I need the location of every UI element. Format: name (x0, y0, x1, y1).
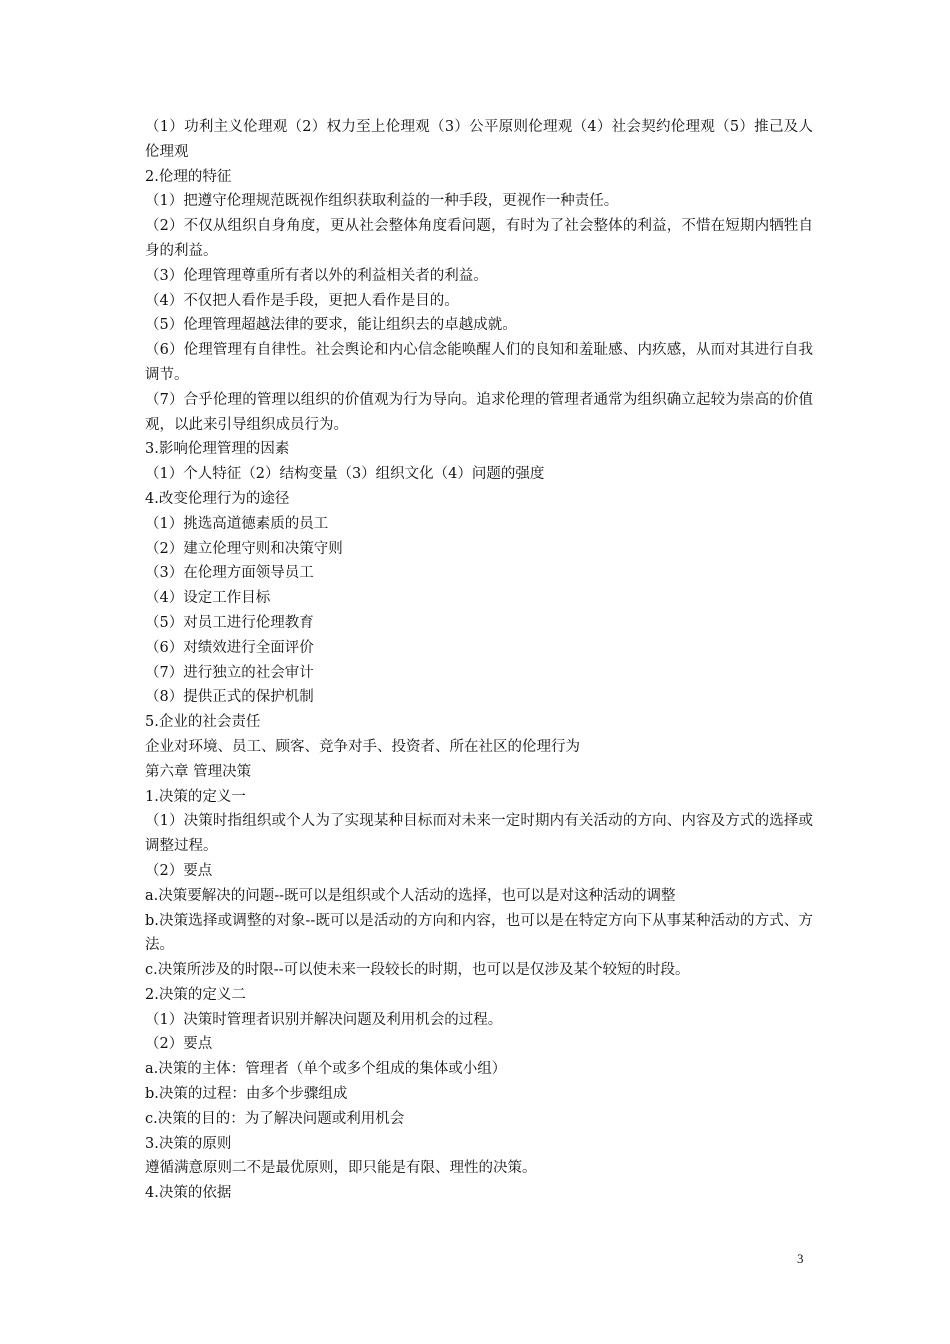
list-item: （1）把遵守伦理规范既视作组织获取利益的一种手段，更视作一种责任。 (145, 193, 619, 210)
paragraph: 遵循满意原则二不是最优原则，即只能是有限、理性的决策。 (145, 1160, 537, 1177)
list-item: （8）提供正式的保护机制 (145, 689, 314, 706)
paragraph-ethics-views-list: （1）功利主义伦理观（2）权力至上伦理观（3）公平原则伦理观（4）社会契约伦理观（5）推己及人伦理观 (145, 119, 813, 160)
list-item: b.决策选择或调整的对象--既可以是活动的方向和内容，也可以是在特定方向下从事某种活动的方式、方法。 (145, 912, 813, 954)
list-item: （4）不仅把人看作是手段，更把人看作是目的。 (145, 292, 459, 309)
heading-ethics-features: 2.伦理的特征 (145, 168, 232, 185)
list-item: b.决策的过程：由多个步骤组成 (145, 1086, 348, 1103)
list-item: （6）伦理管理有自律性。社会舆论和内心信念能唤醒人们的良知和羞耻感、内疚感，从而对其进行自我调节。 (145, 342, 813, 383)
list-item: （1）个人特征（2）结构变量（3）组织文化（4）问题的强度 (145, 466, 545, 483)
chapter-title: 第六章 管理决策 (145, 763, 252, 780)
list-item: （1）决策时指组织或个人为了实现某种目标而对未来一定时期内有关活动的方向、内容及方式的选择或调整过程。 (145, 813, 813, 855)
list-item: （6）对绩效进行全面评价 (145, 639, 314, 656)
paragraph: 企业对环境、员工、顾客、竞争对手、投资者、所在社区的伦理行为 (145, 738, 580, 755)
list-item: （2）不仅从组织自身角度，更从社会整体角度看问题，有时为了社会整体的利益，不惜在短期内牺牲自身的利益。 (145, 218, 813, 259)
heading-change-ethics: 4.改变伦理行为的途径 (145, 490, 290, 507)
list-item: （4）设定工作目标 (145, 590, 271, 607)
list-item: （1）决策时管理者识别并解决问题及利用机会的过程。 (145, 1011, 503, 1028)
list-item: a.决策的主体：管理者（单个或多个组成的集体或小组） (145, 1061, 507, 1078)
list-item: （1）挑选高道德素质的员工 (145, 515, 329, 532)
heading-decision-definition-2: 2.决策的定义二 (145, 986, 246, 1003)
page-number: 3 (797, 1251, 804, 1266)
list-item: （5）伦理管理超越法律的要求，能让组织去的卓越成就。 (145, 317, 517, 334)
list-item: （7）合乎伦理的管理以组织的价值观为行为导向。追求伦理的管理者通常为组织确立起较为崇高的价值观，以此来引导组织成员行为。 (145, 391, 813, 433)
heading-ethics-factors: 3.影响伦理管理的因素 (145, 441, 290, 458)
heading-decision-principles: 3.决策的原则 (145, 1135, 232, 1152)
list-item: c.决策的目的：为了解决问题或利用机会 (145, 1110, 405, 1127)
heading-decision-basis: 4.决策的依据 (145, 1185, 232, 1202)
document-body (145, 115, 813, 1206)
list-item: （3）伦理管理尊重所有者以外的利益相关者的利益。 (145, 267, 488, 284)
list-item: c.决策所涉及的时限--可以使未来一段较长的时期，也可以是仅涉及某个较短的时段。 (145, 962, 690, 979)
list-item: （7）进行独立的社会审计 (145, 664, 314, 681)
list-item: （5）对员工进行伦理教育 (145, 614, 314, 631)
list-item: （3）在伦理方面领导员工 (145, 565, 314, 582)
heading-decision-definition-1: 1.决策的定义一 (145, 788, 246, 805)
list-item: （2）建立伦理守则和决策守则 (145, 540, 343, 557)
heading-social-responsibility: 5.企业的社会责任 (145, 714, 261, 731)
list-item: a.决策要解决的问题--既可以是组织或个人活动的选择，也可以是对这种活动的调整 (145, 887, 676, 904)
list-item: （2）要点 (145, 862, 213, 879)
list-item: （2）要点 (145, 1036, 213, 1053)
